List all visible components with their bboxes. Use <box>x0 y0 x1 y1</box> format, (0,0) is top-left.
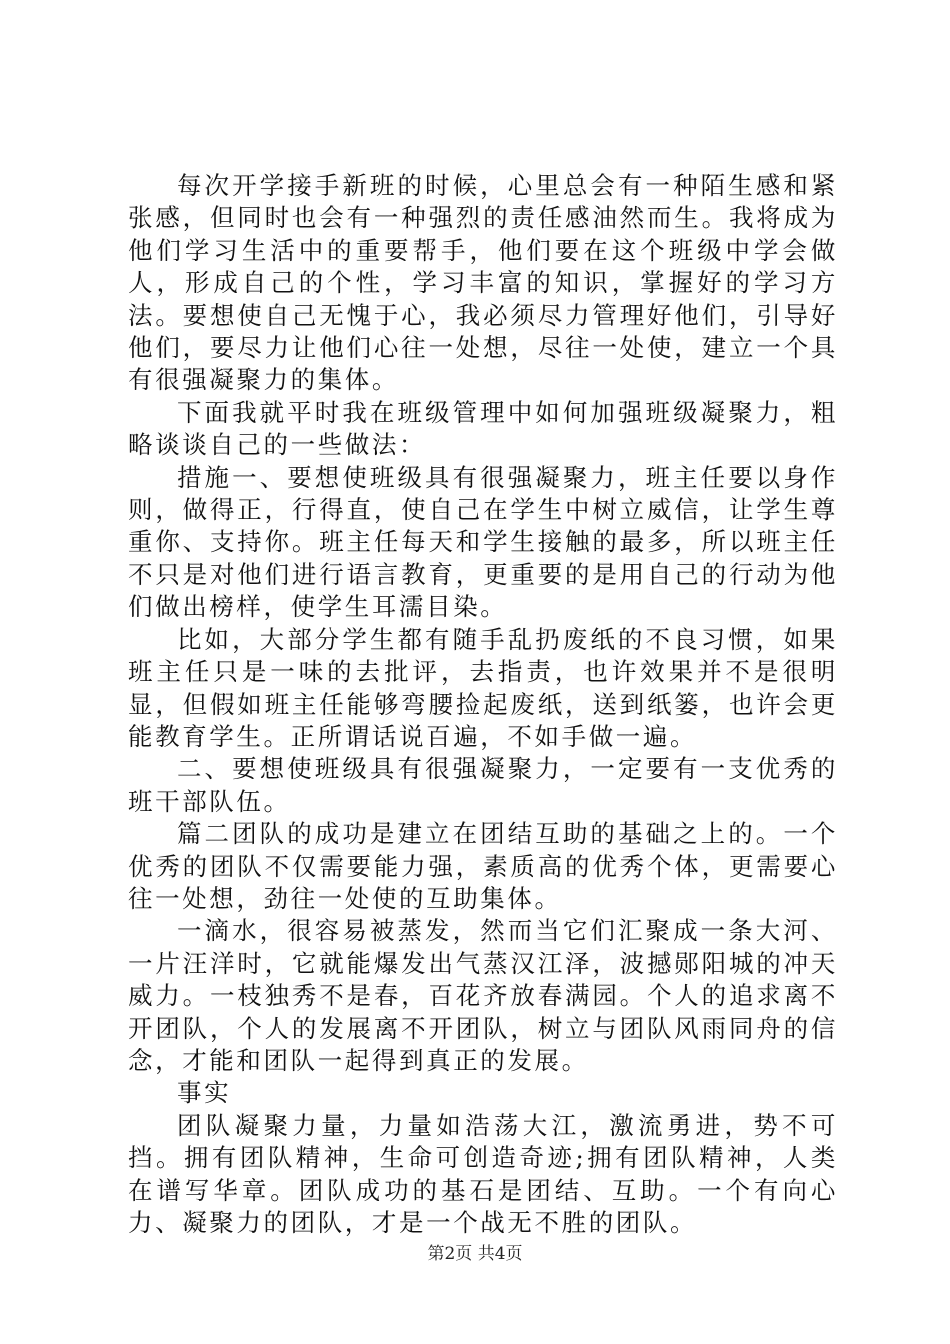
document-body <box>128 170 838 1239</box>
paragraph: 措施一、要想使班级具有很强凝聚力，班主任要以身作则，做得正，行得直，使自己在学生中树立威信，让学生尊重你、支持你。班主任每天和学生接触的最多，所以班主任不只是对他们进行语言教育，更重要的是用自己的行动为他们做出榜样，使学生耳濡目染。 <box>128 462 838 622</box>
paragraph: 下面我就平时我在班级管理中如何加强班级凝聚力，粗略谈谈自己的一些做法： <box>128 397 838 460</box>
paragraph: 一滴水，很容易被蒸发，然而当它们汇聚成一条大河、一片汪洋时，它就能爆发出气蒸汉江泽，波撼郧阳城的冲天威力。一枝独秀不是春，百花齐放春满园。个人的追求离不开团队，个人的发展离不开团队，树立与团队风雨同舟的信念，才能和团队一起得到真正的发展。 <box>128 916 838 1075</box>
paragraph: 比如，大部分学生都有随手乱扔废纸的不良习惯，如果班主任只是一味的去批评，去指责，也许效果并不是很明显，但假如班主任能够弯腰捡起废纸，送到纸篓，也许会更能教育学生。正所谓话说百遍，不如手做一遍。 <box>128 624 838 751</box>
paragraph: 团队凝聚力量，力量如浩荡大江，激流勇进，势不可挡。拥有团队精神，生命可创造奇迹;拥有团队精神，人类在谱写华章。团队成功的基石是团结、互助。一个有向心力、凝聚力的团队，才是一个战无不胜的团队。 <box>128 1110 838 1237</box>
paragraph: 二、要想使班级具有很强凝聚力，一定要有一支优秀的班干部队伍。 <box>128 754 838 816</box>
paragraph: 篇二团队的成功是建立在团结互助的基础之上的。一个优秀的团队不仅需要能力强，素质高的优秀个体，更需要心往一处想，劲往一处使的互助集体。 <box>128 819 838 913</box>
paragraph: 每次开学接手新班的时候，心里总会有一种陌生感和紧张感，但同时也会有一种强烈的责任感油然而生。我将成为他们学习生活中的重要帮手，他们要在这个班级中学会做人，形成自己的个性，学习丰富的知识，掌握好的学习方法。要想使自己无愧于心，我必须尽力管理好他们，引导好他们，要尽力让他们心往一处想，尽往一处使，建立一个具有很强凝聚力的集体。 <box>128 171 838 395</box>
paragraph: 事实 <box>177 1078 232 1108</box>
page-number-footer: 第2页 共4页 <box>427 1244 523 1264</box>
